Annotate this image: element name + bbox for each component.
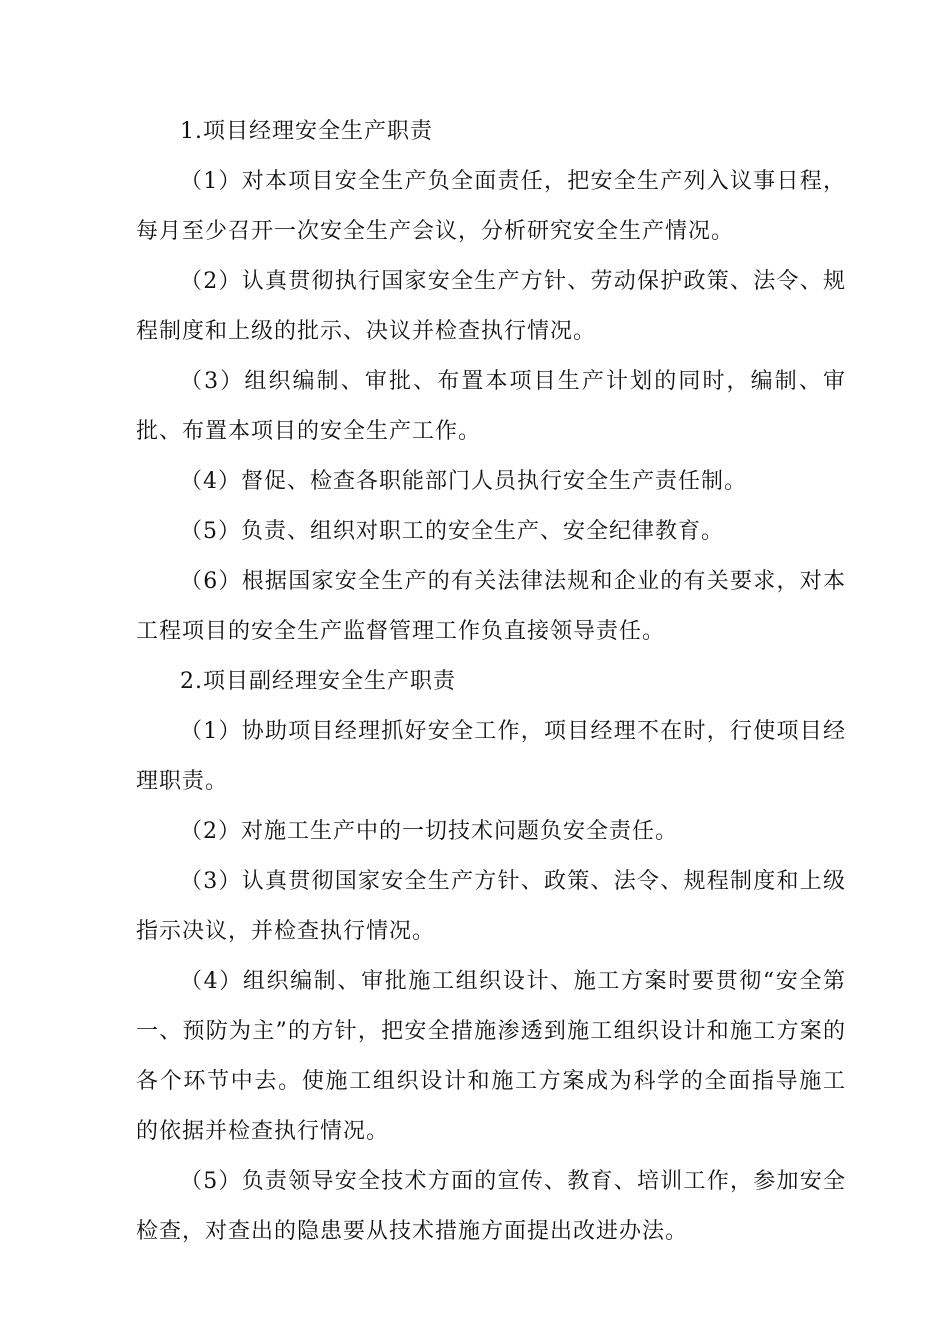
paragraph: （3）认真贯彻国家安全生产方针、政策、法令、规程制度和上级指示决议，并检查执行情况。 — [136, 869, 846, 944]
paragraph: （4）督促、检查各职能部门人员执行安全生产责任制。 — [180, 469, 747, 494]
paragraph: （2）认真贯彻执行国家安全生产方针、劳动保护政策、法令、规程制度和上级的批示、决议并检查执行情况。 — [136, 269, 846, 344]
section-heading-project-manager: 1.项目经理安全生产职责 — [180, 119, 433, 144]
paragraph: （6）根据国家安全生产的有关法律法规和企业的有关要求，对本工程项目的安全生产监督管理工作负直接领导责任。 — [136, 569, 846, 644]
paragraph: （3）组织编制、审批、布置本项目生产计划的同时，编制、审批、布置本项目的安全生产工作。 — [136, 369, 846, 444]
paragraph: （4）组织编制、审批施工组织设计、施工方案时要贯彻“安全第一、预防为主”的方针，把安全措施渗透到施工组织设计和施工方案的各个环节中去。使施工组织设计和施工方案成为科学的全面指导施工的依据并检查执行情况。 — [136, 969, 846, 1144]
paragraph: （2）对施工生产中的一切技术问题负安全责任。 — [180, 819, 678, 844]
paragraph: （5）负责、组织对职工的安全生产、安全纪律教育。 — [180, 519, 724, 544]
paragraph: （1）对本项目安全生产负全面责任，把安全生产列入议事日程，每月至少召开一次安全生产会议，分析研究安全生产情况。 — [136, 169, 846, 244]
document-page — [136, 107, 846, 1257]
paragraph: （1）协助项目经理抓好安全工作，项目经理不在时，行使项目经理职责。 — [136, 719, 846, 794]
paragraph: （5）负责领导安全技术方面的宣传、教育、培训工作，参加安全检查，对查出的隐患要从技术措施方面提出改进办法。 — [136, 1169, 846, 1244]
section-heading-deputy-manager: 2.项目副经理安全生产职责 — [180, 669, 456, 694]
